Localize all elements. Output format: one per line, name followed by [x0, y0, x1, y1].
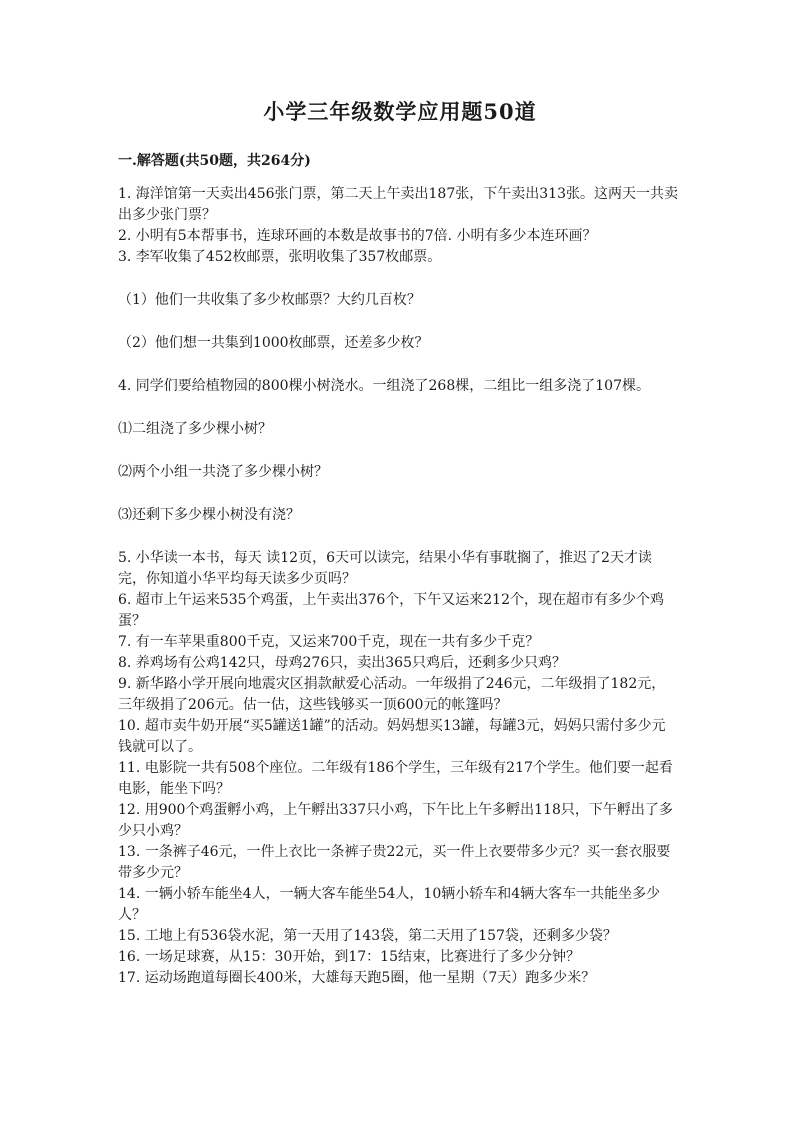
- question-13: 13. 一条裤子46元，一件上衣比一条裤子贵22元，买一件上衣要带多少元？买一套衣服要带多少元？: [118, 844, 671, 881]
- question-3-sub-2: （2）他们想一共集到1000枚邮票，还差多少枚？: [118, 335, 429, 351]
- question-6: 6. 超市上午运来535个鸡蛋，上午卖出376个，下午又运来212个，现在超市有多少个鸡蛋？: [118, 592, 664, 629]
- question-16: 16. 一场足球赛，从15：30开始，到17：15结束，比赛进行了多少分钟？: [118, 949, 580, 965]
- question-8: 8. 养鸡场有公鸡142只，母鸡276只，卖出365只鸡后，还剩多少只鸡？: [118, 655, 566, 671]
- question-list: [118, 184, 678, 989]
- question-15: 15. 工地上有536袋水泥，第一天用了143袋，第二天用了157袋，还剩多少袋？: [118, 928, 617, 944]
- question-14: 14. 一辆小轿车能坐4人，一辆大客车能坐54人，10辆小轿车和4辆大客车一共能坐多少人？: [118, 886, 661, 923]
- question-4-sub-3: ⑶还剩下多少棵小树没有浇？: [118, 507, 300, 523]
- question-9: 9. 新华路小学开展向地震灾区捐款献爱心活动。一年级捐了246元，二年级捐了182元，三年级捐了206元。估一估，这些钱够买一顶600元的帐篷吗？: [118, 676, 666, 713]
- page-title: 小学三年级数学应用题50道: [263, 99, 537, 124]
- question-10: 10. 超市卖牛奶开展“买5罐送1罐”的活动。妈妈想买13罐，每罐3元，妈妈只需付多少元钱就可以了。: [118, 718, 666, 755]
- question-5: 5. 小华读一本书，每天 读12页，6天可以读完，结果小华有事耽搁了，推迟了2天才读完，你知道小华平均每天读多少页吗？: [118, 550, 652, 587]
- question-4: 4. 同学们要给植物园的800棵小树浇水。一组浇了268棵，二组比一组多浇了107棵。: [118, 378, 650, 394]
- question-11: 11. 电影院一共有508个座位。二年级有186个学生，三年级有217个学生。他们要一起看电影，能坐下吗？: [118, 760, 673, 797]
- question-1: 1. 海洋馆第一天卖出456张门票，第二天上午卖出187张，下午卖出313张。这两天一共卖出多少张门票？: [118, 186, 678, 223]
- question-17: 17. 运动场跑道每圈长400米，大雄每天跑5圈，他一星期（7天）跑多少米？: [118, 970, 596, 986]
- section-heading: 一.解答题(共50题，共264分): [118, 153, 311, 169]
- question-12: 12. 用900个鸡蛋孵小鸡，上午孵出337只小鸡，下午比上午多孵出118只，下午孵出了多少只小鸡？: [118, 802, 673, 839]
- question-3: 3. 李军收集了452枚邮票，张明收集了357枚邮票。: [118, 249, 442, 265]
- question-4-sub-2: ⑵两个小组一共浇了多少棵小树？: [118, 464, 328, 480]
- question-3-sub-1: （1）他们一共收集了多少枚邮票？大约几百枚？: [118, 292, 421, 308]
- question-7: 7. 有一车苹果重800千克，又运来700千克，现在一共有多少千克？: [118, 634, 540, 650]
- question-2: 2. 小明有5本帮事书，连球环画的本数是故事书的7倍. 小明有多少本连环画？: [118, 228, 597, 244]
- question-4-sub-1: ⑴二组浇了多少棵小树？: [118, 421, 272, 437]
